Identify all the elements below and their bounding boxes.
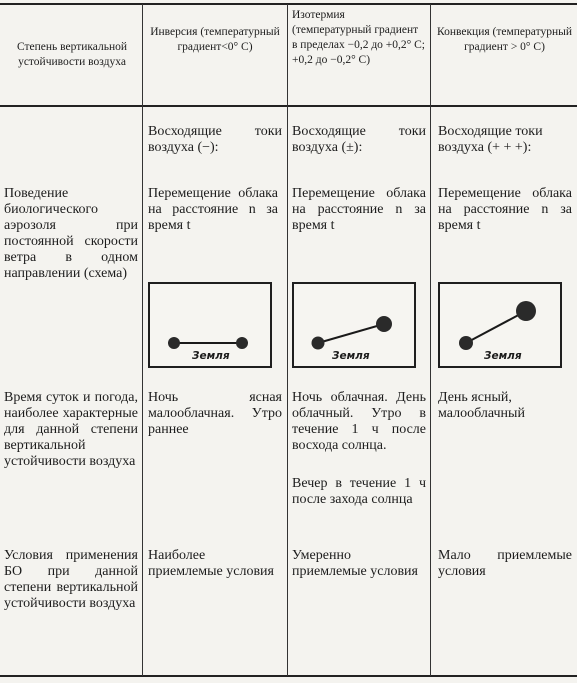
currents-isothermy: Восходящие токи воздуха (±): [292, 124, 426, 155]
ground-label: Земля [484, 350, 522, 362]
time-inversion: Ночь ясная малооблачная. Утро раннее [148, 390, 282, 437]
conditions-inversion: Наиболее приемлемые условия [148, 548, 274, 579]
header-stability-degree: Степень вертикальной устойчивости воздуха [16, 41, 128, 68]
time-label: Время суток и погода, наиболее характерные для данной степени вертикальной устойчивости воздуха [4, 390, 138, 469]
column-divider-3 [430, 4, 431, 676]
column-divider-2 [287, 4, 288, 676]
time-isothermy-part1: Ночь облачная. День облачный. Утро в течение 1 ч после восхода солнца. [292, 390, 426, 453]
header-convection: Конвекция (температурный градиент > 0° С) [437, 26, 572, 53]
currents-inversion: Восходящие токи воздуха (−): [148, 124, 282, 155]
ground-label: Земля [192, 350, 230, 362]
behavior-label: Поведение биологического аэрозоля при постоянной скорости ветра в одном направлении (схема) [4, 186, 138, 281]
cloud-diagram-convection [438, 282, 562, 368]
conditions-convection: Мало приемлемые условия [438, 548, 572, 579]
header-bottom-rule [0, 105, 577, 107]
header-isothermy: Изотермия (температурный градиент в пределах −0,2 до +0,2° С; +0,2 до −0,2° С) [292, 9, 425, 66]
cloud-diagram-isothermy [292, 282, 416, 368]
conditions-isothermy: Умеренно приемлемые условия [292, 548, 418, 579]
table-top-rule [0, 3, 577, 5]
time-convection: День ясный, малооблачный [438, 390, 525, 421]
cloud-diagram-inversion [148, 282, 272, 368]
behavior-inversion: Перемещение облака на расстояние n за время t [148, 186, 278, 233]
conditions-label: Условия применения БО при данной степени вертикальной устойчивости воздуха [4, 548, 138, 611]
ground-label: Земля [332, 350, 370, 362]
table-bottom-rule [0, 675, 577, 677]
column-divider-1 [142, 4, 143, 676]
time-isothermy-part2: Вечер в течение 1 ч после захода солнца [292, 476, 426, 507]
currents-convection: Восходящие токи воздуха (+ + +): [438, 124, 543, 155]
header-inversion: Инверсия (температурный градиент<0° С) [150, 26, 280, 53]
behavior-isothermy: Перемещение облака на расстояние n за время t [292, 186, 426, 233]
behavior-convection: Перемещение облака на расстояние n за время t [438, 186, 572, 233]
